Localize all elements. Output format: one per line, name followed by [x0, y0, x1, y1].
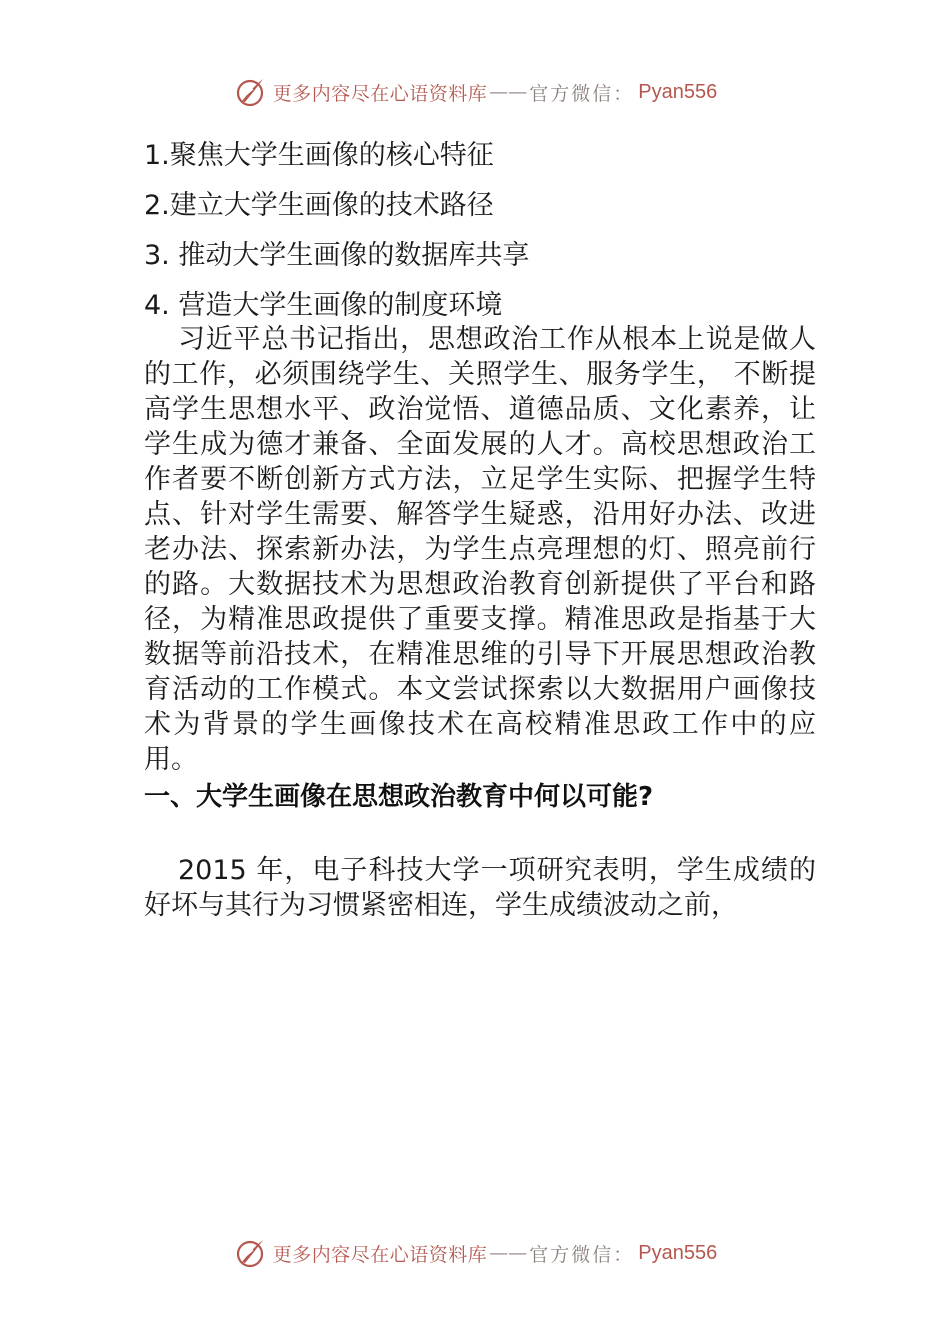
intro-paragraph: 习近平总书记指出，思想政治工作从根本上说是做人的工作，必须围绕学生、关照学生、服务学生， 不断提高学生思想水平、政治觉悟、道德品质、文化素养，让学生成为德才兼备、全面发展的人才。高校思想政治工作者要不断创新方式方法，立足学生实际、把握学生特点、针对学生需要、解答学生疑惑，沿用好办法、改进老办法、探索新办法，为学生点亮理想的灯、照亮前行的路。大数据技术为思想政治教育创新提供了平台和路径，为精准思政提供了重要支撑。精准思政是指基于大数据等前沿技术，在精准思维的引导下开展思想政治教育活动的工作模式。本文尝试探索以大数据用户画像技术为背景的学生画像技术在高校精准思政工作中的应用。	[144, 324, 816, 775]
quill-logo-icon	[233, 1236, 267, 1270]
banner-wechat-label: 官方微信：	[529, 1243, 635, 1266]
footer-watermark-banner	[0, 1233, 950, 1273]
banner-brand-text: 更多内容尽在心语资料库	[272, 1243, 488, 1266]
banner-wechat-handle: Pyan556	[638, 1241, 718, 1264]
list-item-4: 4. 营造大学生画像的制度环境	[144, 290, 503, 321]
banner-brand-text: 更多内容尽在心语资料库	[272, 82, 488, 105]
quill-logo-icon	[233, 75, 267, 109]
section-paragraph: 2015 年，电子科技大学一项研究表明，学生成绩的好坏与其行为习惯紧密相连，学生成绩波动之前，	[144, 855, 816, 921]
list-item-3: 3. 推动大学生画像的数据库共享	[144, 240, 530, 271]
banner-wechat-handle: Pyan556	[638, 80, 718, 103]
list-item-2: 2.建立大学生画像的技术路径	[144, 190, 494, 221]
banner-separator: ——	[489, 1242, 528, 1264]
section-heading: 一、大学生画像在思想政治教育中何以可能?	[144, 782, 654, 812]
list-item-1: 1.聚焦大学生画像的核心特征	[144, 140, 494, 171]
header-watermark-banner	[0, 72, 950, 112]
banner-separator: ——	[489, 81, 528, 103]
document-body	[144, 138, 816, 923]
banner-wechat-label: 官方微信：	[529, 82, 635, 105]
